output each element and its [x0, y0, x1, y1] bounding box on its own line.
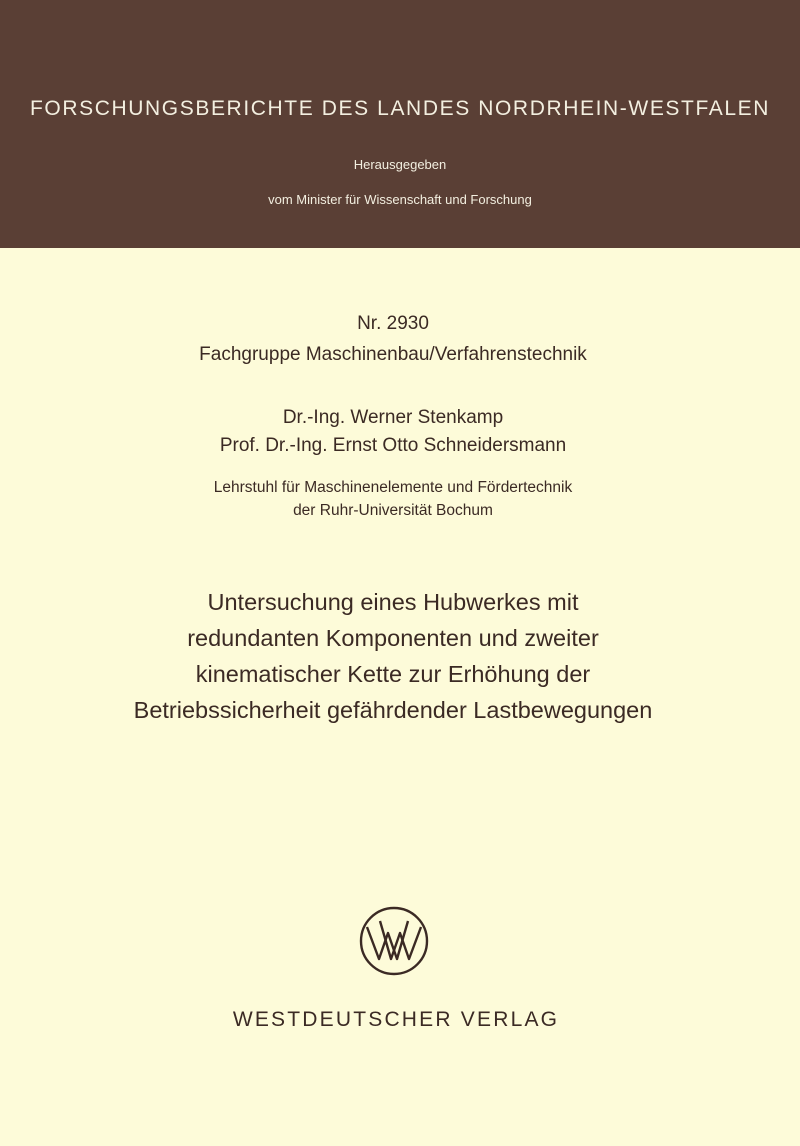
title-line: redundanten Komponenten und zweiter: [187, 625, 599, 651]
editor-name: vom Minister für Wissenschaft und Forschung: [268, 192, 532, 207]
editor-label: Herausgegeben: [353, 157, 447, 172]
publisher-name: WESTDEUTSCHER VERLAG: [232, 1008, 560, 1031]
title-line: kinematischer Kette zur Erhöhung der: [195, 661, 591, 687]
institution-line: Lehrstuhl für Maschinenelemente und Fördertechnik: [213, 479, 573, 496]
author-name: Prof. Dr.-Ing. Ernst Otto Schneidersmann: [219, 435, 567, 456]
report-number: Nr. 2930: [357, 313, 429, 334]
series-title: FORSCHUNGSBERICHTE DES LANDES NORDRHEIN-WESTFALEN: [30, 97, 770, 120]
title-line: Betriebssicherheit gefährdender Lastbewegungen: [133, 697, 653, 723]
report-group: Fachgruppe Maschinenbau/Verfahrenstechnik: [199, 344, 587, 365]
book-title: [0, 584, 786, 728]
author-name: Dr.-Ing. Werner Stenkamp: [282, 407, 504, 428]
westdeutscher-verlag-ww-logo-icon: [358, 905, 430, 977]
series-header-band: [0, 0, 800, 248]
institution-line: der Ruhr-Universität Bochum: [293, 502, 493, 519]
title-line: Untersuchung eines Hubwerkes mit: [207, 589, 579, 615]
